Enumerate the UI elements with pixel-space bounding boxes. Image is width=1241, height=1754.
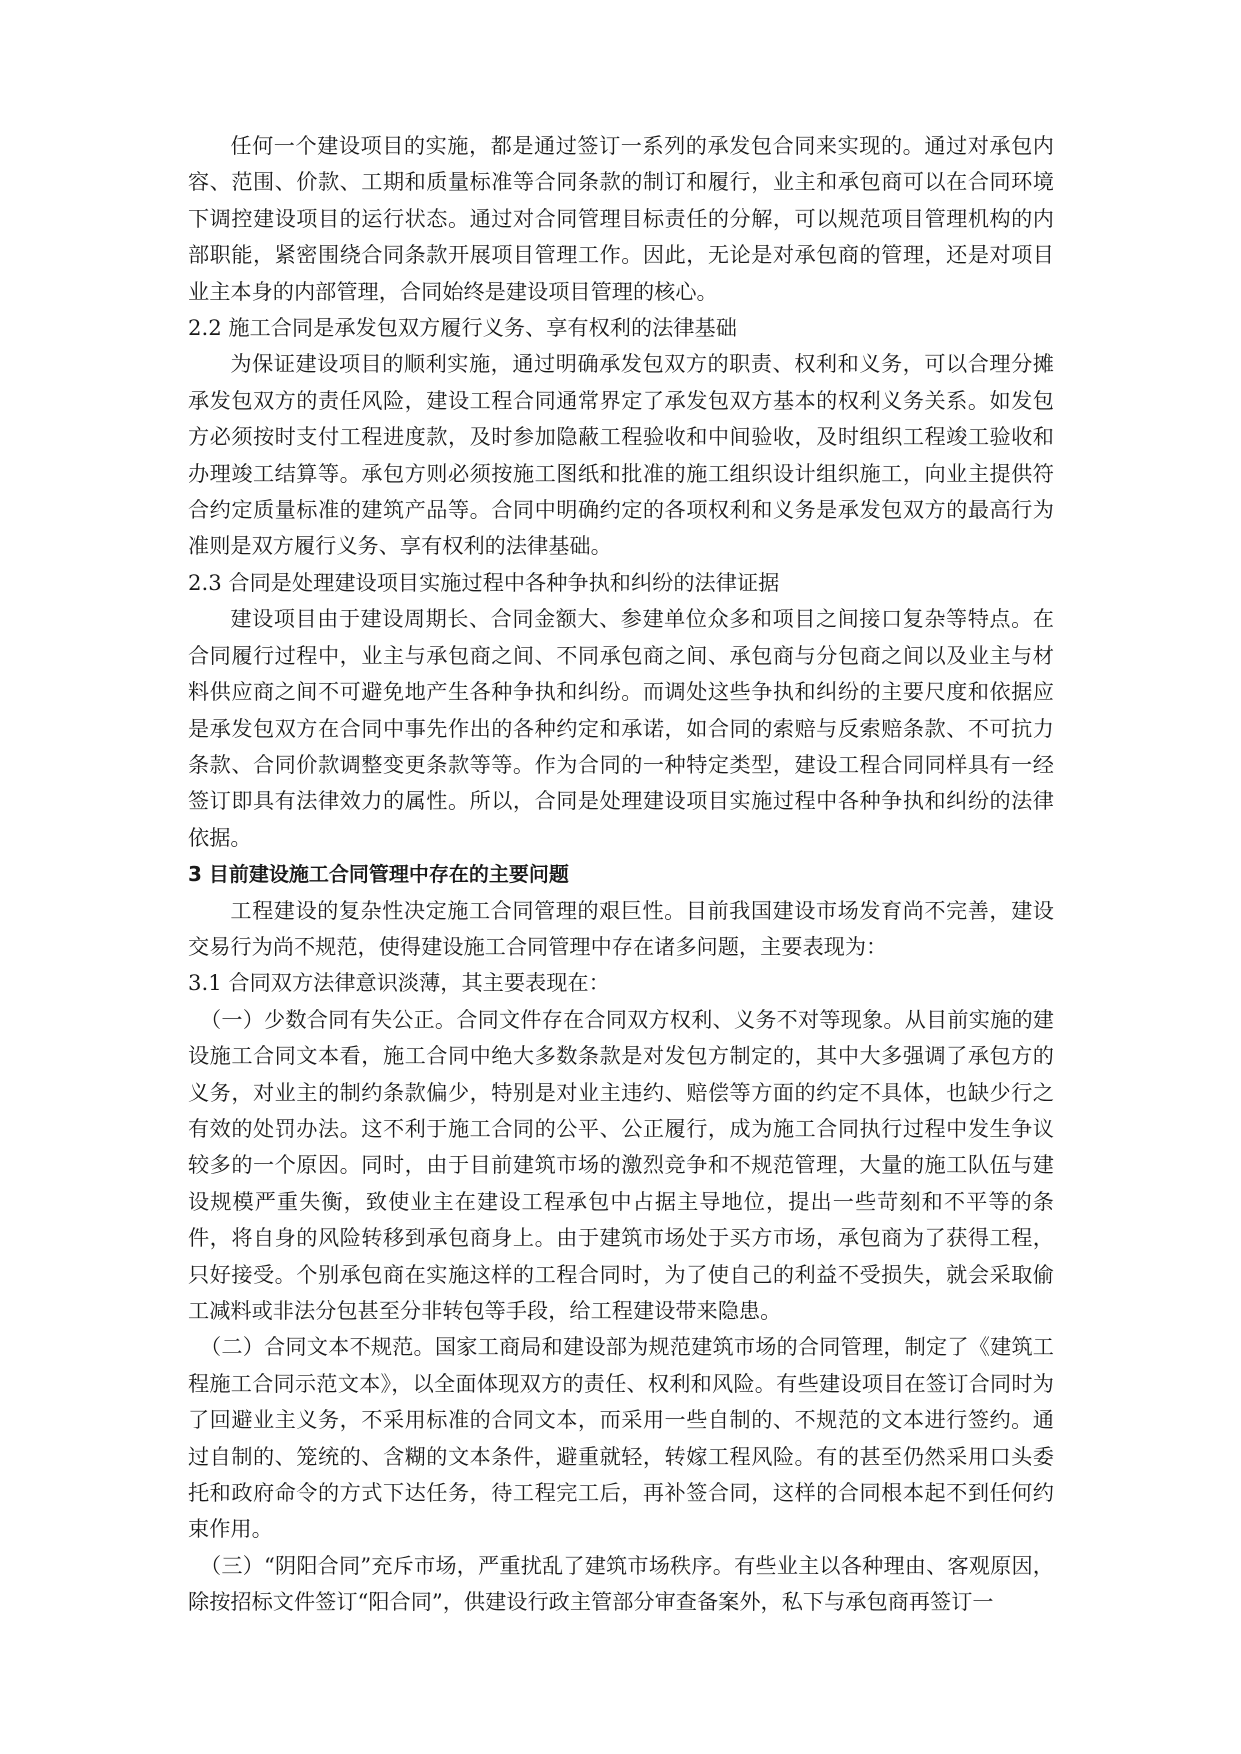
paragraph-main-problems: 工程建设的复杂性决定施工合同管理的艰巨性。目前我国建设市场发育尚不完善，建设交易行为尚不规范，使得建设施工合同管理中存在诸多问题，主要表现为： — [188, 897, 1054, 959]
section-heading-3: 3 目前建设施工合同管理中存在的主要问题 — [188, 862, 569, 887]
list-item-text: （三）“阴阳合同”充斥市场，严重扰乱了建筑市场秩序。有些业主以各种理由、客观原因，除按招标文件签订“阳合同”，供建设行政主管部分审查备案外，私下与承包商再签订一 — [188, 1552, 1054, 1615]
paragraph-legal-basis: 为保证建设项目的顺利实施，通过明确承发包双方的职责、权利和义务，可以合理分摊承发包双方的责任风险，建设工程合同通常界定了承发包双方基本的权利义务关系。如发包方必须按时支付工程进度款，及时参加隐蔽工程验收和中间验收，及时组织工程竣工验收和办理竣工结算等。承包方则必须按施工图纸和批准的施工组织设计组织施工，向业主提供符合约定质量标准的建筑产品等。合同中明确约定的各项权利和义务是承发包双方的最高行为准则是双方履行义务、享有权利的法律基础。 — [188, 351, 1054, 559]
section-heading-2-2: 2.2 施工合同是承发包双方履行义务、享有权利的法律基础 — [188, 315, 737, 341]
list-item-text: （二）合同文本不规范。国家工商局和建设部为规范建筑市场的合同管理，制定了《建筑工程施工合同示范文本》，以全面体现双方的责任、权利和风险。有些建设项目在签订合同时为了回避业主义务，不采用标准的合同文本，而采用一些自制的、不规范的文本进行签约。通过自制的、笼统的、含糊的文本条件，避重就轻，转嫁工程风险。有的甚至仍然采用口头委托和政府命令的方式下达任务，待工程完工后，再补签合同，这样的合同根本起不到任何约束作用。 — [188, 1334, 1054, 1542]
paragraph-dispute-evidence: 建设项目由于建设周期长、合同金额大、参建单位众多和项目之间接口复杂等特点。在合同履行过程中，业主与承包商之间、不同承包商之间、承包商与分包商之间以及业主与材料供应商之间不可避免地产生各种争执和纠纷。而调处这些争执和纠纷的主要尺度和依据应是承发包双方在合同中事先作出的各种约定和承诺，如合同的索赔与反索赔条款、不可抗力条款、合同价款调整变更条款等等。作为合同的一种特定类型，建设工程合同同样具有一经签订即具有法律效力的属性。所以，合同是处理建设项目实施过程中各种争执和纠纷的法律依据。 — [188, 606, 1054, 850]
list-item-yin-yang-contracts — [188, 1548, 1054, 1621]
paragraph-contract-core: 任何一个建设项目的实施，都是通过签订一系列的承发包合同来实现的。通过对承包内容、范围、价款、工期和质量标准等合同条款的制订和履行，业主和承包商可以在合同环境下调控建设项目的运行状态。通过对合同管理目标责任的分解，可以规范项目管理机构的内部职能，紧密围绕合同条款开展项目管理工作。因此，无论是对承包商的管理，还是对项目业主本身的内部管理，合同始终是建设项目管理的核心。 — [188, 133, 1054, 304]
list-item-unfair-contracts — [188, 1002, 1054, 1330]
document-page — [188, 128, 1054, 1621]
list-item-text: （一）少数合同有失公正。合同文件存在合同双方权利、义务不对等现象。从目前实施的建设施工合同文本看，施工合同中绝大多数条款是对发包方制定的，其中大多强调了承包方的义务，对业主的制约条款偏少，特别是对业主违约、赔偿等方面的约定不具体，也缺少行之有效的处罚办法。这不利于施工合同的公平、公正履行，成为施工合同执行过程中发生争议较多的一个原因。同时，由于目前建筑市场的激烈竞争和不规范管理，大量的施工队伍与建设规模严重失衡，致使业主在建设工程承包中占据主导地位，提出一些苛刻和不平等的条件，将自身的风险转移到承包商身上。由于建筑市场处于买方市场，承包商为了获得工程，只好接受。个别承包商在实施这样的工程合同时，为了使自己的利益不受损失，就会采取偷工减料或非法分包甚至分非转包等手段，给工程建设带来隐患。 — [188, 1006, 1054, 1323]
list-item-nonstandard-text — [188, 1329, 1054, 1547]
section-heading-3-1: 3.1 合同双方法律意识淡薄，其主要表现在： — [188, 970, 610, 996]
section-heading-2-3: 2.3 合同是处理建设项目实施过程中各种争执和纠纷的法律证据 — [188, 569, 780, 595]
